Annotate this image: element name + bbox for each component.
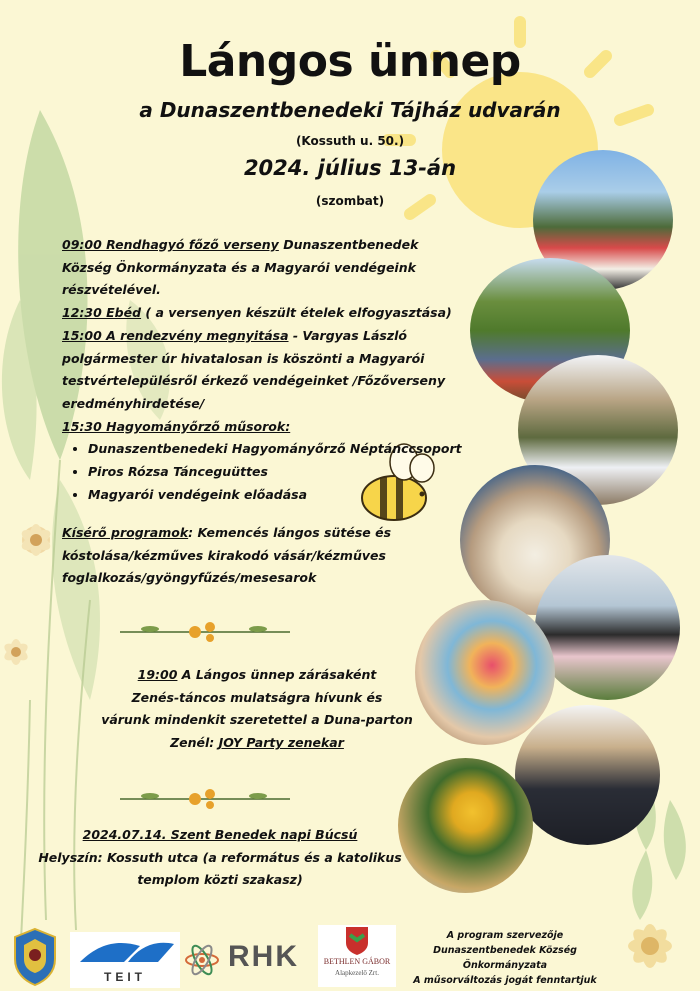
teit-logo-mark	[70, 932, 180, 972]
list-item: • Dunaszentbenedeki Hagyományőrző Néptánccsoport	[88, 438, 472, 461]
bethlen-logo-text: BETHLEN GÁBOR	[323, 957, 391, 966]
atom-icon	[184, 942, 220, 978]
side-programs-text: : Kemencés lángos sütése és kóstolása/kézműves kirakodó vásár/kézműves foglalkozás/gyöngyfűzés/mesesarok	[62, 525, 392, 586]
shield-icon	[318, 925, 396, 955]
photo-crafts	[415, 600, 555, 745]
photo-sunflowers	[398, 758, 533, 893]
band-name: JOY Party zenekar	[218, 735, 344, 751]
event-date: 2024. július 13-án	[243, 156, 457, 180]
bucsu-line: Helyszín: Kossuth utca (a református és a katolikus	[38, 849, 402, 865]
teit-logo	[70, 932, 180, 988]
program-list	[62, 234, 472, 506]
closing-section	[52, 664, 462, 755]
bucsu-title: 2024.07.14. Szent Benedek napi Búcsú	[82, 827, 358, 842]
list-item: • Piros Rózsa Tánceguüttes	[88, 461, 472, 484]
page-title: Lángos ünnep	[179, 36, 521, 87]
coat-of-arms-logo	[10, 925, 60, 987]
bethlen-logo	[318, 925, 396, 987]
bucsu-section	[30, 824, 410, 892]
rhk-logo: RHK	[228, 940, 299, 973]
event-weekday: (szombat)	[315, 194, 385, 208]
performer-list	[62, 438, 472, 506]
list-item: • Magyarói vendégeink előadása	[88, 484, 472, 507]
teit-logo-text: TEIT	[104, 970, 146, 984]
photo-jars	[515, 705, 660, 845]
side-programs	[62, 522, 472, 590]
organizer-line: Önkormányzata	[462, 960, 548, 971]
program-item	[62, 302, 472, 325]
photo-couple-dance	[535, 555, 680, 700]
program-time: 15:30 Hagyományőrző műsorok:	[62, 418, 291, 434]
program-item	[62, 325, 472, 416]
program-text: - Vargyas László polgármester úr hivatalosan is köszönti a Magyarói testvértelepülésről érkező vendégeinket /Főzőverseny eredményhirdetése/	[62, 327, 446, 411]
band-label: Zenél:	[170, 735, 219, 751]
program-item	[62, 416, 472, 439]
program-item	[62, 234, 472, 302]
organizer-note	[405, 928, 605, 988]
closing-line: Zenés-táncos mulatságra hívunk és	[131, 689, 383, 705]
program-text: Dunaszentbenedek Község Önkormányzata és a Magyarói vendégeink részvételével.	[62, 237, 419, 298]
organizer-line: A program szervezője Dunaszentbenedek Község	[433, 930, 577, 956]
closing-line: A Lángos ünnep zárásaként	[177, 667, 377, 682]
closing-line: várunk mindenkit szeretettel a Duna-parton	[101, 712, 413, 728]
page-subtitle: a Dunaszentbenedeki Tájház udvarán	[139, 98, 561, 122]
floral-divider	[110, 619, 300, 645]
event-address: (Kossuth u. 50.)	[295, 134, 405, 148]
program-time: 09:00 Rendhagyó főző verseny	[62, 237, 279, 252]
bethlen-logo-subtext: Alapkezelő Zrt.	[335, 969, 379, 977]
program-time: 15:00 A rendezvény megnyitása	[62, 327, 289, 343]
closing-time: 19:00	[137, 667, 178, 682]
program-text: ( a versenyen készült ételek elfogyasztása)	[141, 305, 452, 321]
floral-divider-2	[110, 786, 300, 812]
program-time: 12:30 Ebéd	[62, 305, 142, 321]
bucsu-line: templom közti szakasz)	[137, 872, 303, 888]
organizer-line: A műsorváltozás jogát fenntartjuk	[413, 975, 597, 986]
side-programs-label: Kísérő programok	[62, 525, 189, 540]
